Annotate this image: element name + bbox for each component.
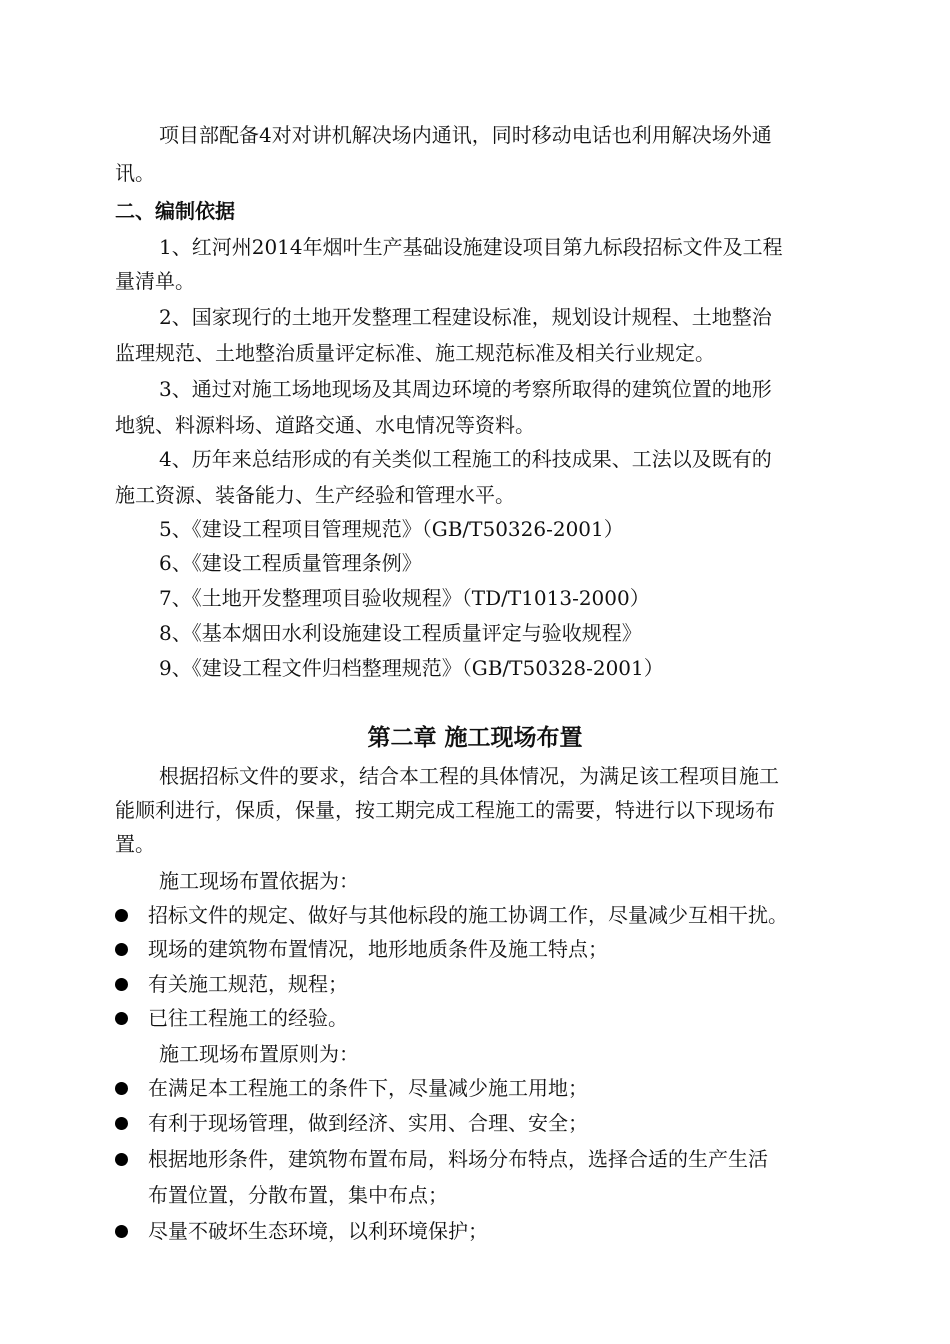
bullet-icon xyxy=(115,978,128,991)
basis-item: 5、《建设工程项目管理规范》（GB/T50326-2001） xyxy=(159,517,624,541)
intro-line: 能顺利进行，保质，保量，按工期完成工程施工的需要，特进行以下现场布 xyxy=(115,798,775,822)
bullet-text: 有关施工规范，规程； xyxy=(148,972,348,996)
bullet-icon xyxy=(115,1012,128,1025)
bullet-icon xyxy=(115,909,128,922)
basis-item-cont: 量清单。 xyxy=(115,269,195,293)
basis-item: 7、《土地开发整理项目验收规程》（TD/T1013-2000） xyxy=(159,586,650,610)
bullet-text: 现场的建筑物布置情况，地形地质条件及施工特点； xyxy=(148,937,608,961)
bullet-text: 根据地形条件，建筑物布置布局，料场分布特点，选择合适的生产生活 xyxy=(148,1147,768,1171)
basis-item: 1、红河州2014年烟叶生产基础设施建设项目第九标段招标文件及工程 xyxy=(159,235,783,259)
intro-line: 根据招标文件的要求，结合本工程的具体情况，为满足该工程项目施工 xyxy=(159,764,779,788)
bullet-icon xyxy=(115,1153,128,1166)
bullet-icon xyxy=(115,1117,128,1130)
paragraph-line: 讯。 xyxy=(115,161,155,185)
bullet-text: 已往工程施工的经验。 xyxy=(148,1006,348,1030)
basis-item-cont: 施工资源、装备能力、生产经验和管理水平。 xyxy=(115,483,515,507)
bullet-text: 布置位置，分散布置，集中布点； xyxy=(148,1183,448,1207)
bullet-text: 招标文件的规定、做好与其他标段的施工协调工作，尽量减少互相干扰。 xyxy=(148,903,788,927)
basis-item: 8、《基本烟田水利设施建设工程质量评定与验收规程》 xyxy=(159,621,642,645)
basis-item: 4、历年来总结形成的有关类似工程施工的科技成果、工法以及既有的 xyxy=(159,447,772,471)
principle-label: 施工现场布置原则为： xyxy=(159,1042,359,1066)
bullet-text: 尽量不破坏生态环境，以利环境保护； xyxy=(148,1219,488,1243)
bullet-text: 在满足本工程施工的条件下，尽量减少施工用地； xyxy=(148,1076,588,1100)
intro-line: 置。 xyxy=(115,832,155,856)
basis-item: 9、《建设工程文件归档整理规范》（GB/T50328-2001） xyxy=(159,656,664,680)
bullet-text: 有利于现场管理，做到经济、实用、合理、安全； xyxy=(148,1111,588,1135)
basis-item: 2、国家现行的土地开发整理工程建设标准，规划设计规程、土地整治 xyxy=(159,305,772,329)
bullet-icon xyxy=(115,1082,128,1095)
basis-label: 施工现场布置依据为： xyxy=(159,869,359,893)
basis-item: 3、通过对施工场地现场及其周边环境的考察所取得的建筑位置的地形 xyxy=(159,377,772,401)
section-heading: 二、编制依据 xyxy=(115,199,235,223)
bullet-icon xyxy=(115,1225,128,1238)
basis-item-cont: 地貌、料源料场、道路交通、水电情况等资料。 xyxy=(115,413,535,437)
bullet-icon xyxy=(115,943,128,956)
basis-item-cont: 监理规范、土地整治质量评定标准、施工规范标准及相关行业规定。 xyxy=(115,341,715,365)
basis-item: 6、《建设工程质量管理条例》 xyxy=(159,551,422,575)
paragraph-line: 项目部配备4对对讲机解决场内通讯，同时移动电话也利用解决场外通 xyxy=(159,123,772,147)
chapter-title: 第二章 施工现场布置 xyxy=(367,725,583,751)
